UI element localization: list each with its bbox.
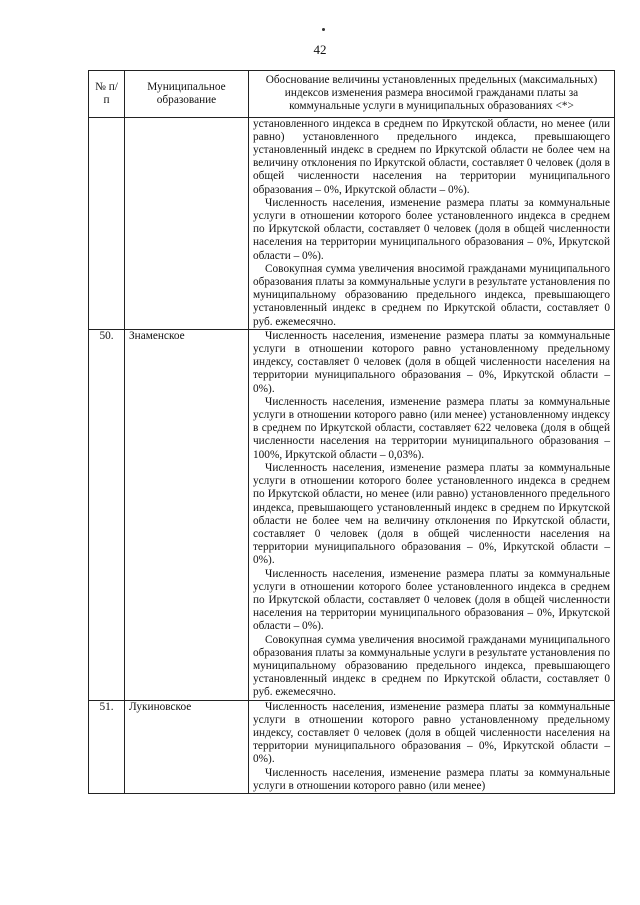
paragraph: Численность населения, изменение размера платы за коммунальные услуги в отношении которого равно (или менее) установленному индексу в среднем по Иркутской области, составляет 622 человека (доля в общей численности населения на территории муниципального образования – 100%, Иркутской области – 0,03%). — [253, 395, 610, 461]
scan-dot — [322, 28, 325, 31]
paragraph: Численность населения, изменение размера платы за коммунальные услуги в отношении которого более установленного индекса в среднем по Иркутской области, составляет 0 человек (доля в общей численности населения на территории муниципального образования – 0%, Иркутской области – 0%). — [253, 196, 610, 262]
header-num: № п/п — [89, 71, 125, 118]
paragraph: Совокупная сумма увеличения вносимой гражданами муниципального образования платы за коммунальные услуги в результате установления по муниципальному образованию предельного индекса, превышающего установленный индекс в среднем по Иркутской области, составляет 0 руб. ежемесячно. — [253, 262, 610, 328]
row-municipality: Лукиновское — [125, 700, 249, 793]
page-number: 42 — [313, 42, 327, 57]
paragraph: Численность населения, изменение размера платы за коммунальные услуги в отношении которого равно (или менее) — [253, 766, 610, 792]
paragraph: Численность населения, изменение размера платы за коммунальные услуги в отношении которого равно установленному предельному индексу, составляет 0 человек (доля в общей численности населения на территории муниципального образования – 0%, Иркутской области – 0%). — [253, 329, 610, 395]
row-number — [89, 117, 125, 329]
row-municipality: Знаменское — [125, 329, 249, 700]
row-justification — [249, 700, 615, 793]
row-justification — [249, 117, 615, 329]
table-row — [89, 117, 615, 329]
paragraph: установленного индекса в среднем по Иркутской области, но менее (или равно) установленного предельного индекса, превышающего установленный индекс в среднем по Иркутской области не более чем на величину отклонения по Иркутской области, составляет 0 человек (доля в общей численности населения на территории муниципального образования – 0%, Иркутской области – 0%). — [253, 117, 610, 196]
row-municipality — [125, 117, 249, 329]
table-row — [89, 700, 615, 793]
header-municipality: Муниципальное образование — [125, 71, 249, 118]
paragraph: Численность населения, изменение размера платы за коммунальные услуги в отношении которого более установленного индекса в среднем по Иркутской области, но менее (или равно) установленного предельного индекса, превышающего установленный индекс в среднем по Иркутской области не более чем на величину отклонения по Иркутской области, составляет 0 человек (доля в общей численности населения на территории муниципального образования – 0%, Иркутской области – 0%). — [253, 461, 610, 567]
paragraph: Численность населения, изменение размера платы за коммунальные услуги в отношении которого более установленного индекса в среднем по Иркутской области, составляет 0 человек (доля в общей численности населения на территории муниципального образования – 0%, Иркутской области – 0%). — [253, 567, 610, 633]
paragraph: Совокупная сумма увеличения вносимой гражданами муниципального образования платы за коммунальные услуги в результате установления по муниципальному образованию предельного индекса, превышающего установленный индекс в среднем по Иркутской области, составляет 0 руб. ежемесячно. — [253, 633, 610, 699]
row-number: 51. — [89, 700, 125, 793]
header-justification: Обоснование величины установленных предельных (максимальных) индексов изменения размера вносимой гражданами платы за коммунальные услуги в муниципальных образованиях <*> — [249, 71, 615, 118]
paragraph: Численность населения, изменение размера платы за коммунальные услуги в отношении которого равно установленному предельному индексу, составляет 0 человек (доля в общей численности населения на территории муниципального образования – 0%, Иркутской области – 0%). — [253, 700, 610, 766]
row-justification — [249, 329, 615, 700]
table-row — [89, 329, 615, 700]
municipal-index-table — [88, 70, 615, 794]
row-number: 50. — [89, 329, 125, 700]
table-header-row — [89, 71, 615, 118]
